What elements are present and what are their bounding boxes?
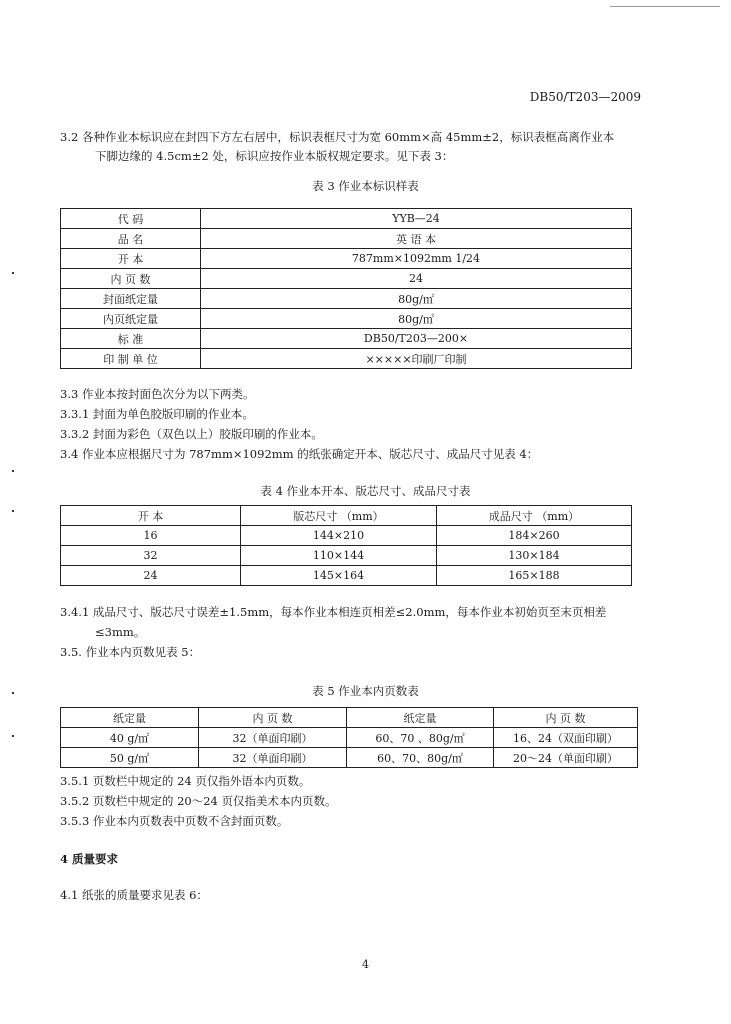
- column-header: 内 页 数: [199, 708, 347, 728]
- table4-format-sizes: [60, 505, 632, 586]
- table-cell: 32（单面印刷）: [199, 728, 347, 748]
- row-label: 封面纸定量: [61, 289, 201, 309]
- row-label: 代 码: [61, 209, 201, 229]
- table-cell: 16: [61, 526, 241, 546]
- table5-caption: 表 5 作业本内页数表: [312, 684, 419, 698]
- section-3-5-2: 3.5.2 页数栏中规定的 20～24 页仅指美术本内页数。: [60, 794, 337, 808]
- row-label: 开 本: [61, 249, 201, 269]
- table-row: [61, 728, 638, 748]
- scan-speck: [12, 470, 14, 472]
- table-cell: 40 g/㎡: [61, 728, 199, 748]
- column-header: 版芯尺寸 （mm）: [241, 506, 437, 526]
- section-3-2-line2: 下脚边缘的 4.5cm±2 处，标识应按作业本版权规定要求。见下表 3：: [95, 149, 454, 163]
- table3-caption: 表 3 作业本标识样表: [312, 179, 419, 193]
- table-row: [61, 329, 632, 349]
- scan-speck: [12, 735, 14, 737]
- table-row: [61, 349, 632, 369]
- scan-edge-line: [610, 6, 720, 7]
- section-3-5-1: 3.5.1 页数栏中规定的 24 页仅指外语本内页数。: [60, 774, 311, 788]
- row-value: 英 语 本: [201, 229, 632, 249]
- table-header-row: [61, 506, 632, 526]
- section-3-3: 3.3 作业本按封面色次分为以下两类。: [60, 387, 255, 401]
- table-row: [61, 229, 632, 249]
- table3-marking-sample: [60, 208, 632, 369]
- table-header-row: [61, 708, 638, 728]
- table-cell: 50 g/㎡: [61, 748, 199, 768]
- section-3-5-3: 3.5.3 作业本内页数表中页数不含封面页数。: [60, 814, 289, 828]
- table-cell: 110×144: [241, 546, 437, 566]
- table-cell: 60、70 、80g/㎡: [347, 728, 494, 748]
- section-4-heading: 4 质量要求: [60, 852, 119, 866]
- row-label: 品 名: [61, 229, 201, 249]
- table-row: [61, 748, 638, 768]
- row-value: 24: [201, 269, 632, 289]
- table-cell: 130×184: [437, 546, 632, 566]
- column-header: 内 页 数: [494, 708, 638, 728]
- table4-caption: 表 4 作业本开本、版芯尺寸、成品尺寸表: [260, 484, 471, 498]
- table-cell: 145×164: [241, 566, 437, 586]
- table5-inner-pages: [60, 707, 638, 768]
- page-number: 4: [362, 958, 369, 971]
- section-3-2-line1: 3.2 各种作业本标识应在封四下方左右居中，标识表框尺寸为宽 60mm×高 45mm±2，标识表框高离作业本: [60, 130, 615, 144]
- section-3-4: 3.4 作业本应根据尺寸为 787mm×1092mm 的纸张确定开本、版芯尺寸、成品尺寸见表 4：: [60, 447, 539, 461]
- scan-speck: [12, 692, 14, 694]
- table-row: [61, 209, 632, 229]
- row-value: 80g/㎡: [201, 289, 632, 309]
- document-code: DB50/T203—2009: [529, 90, 641, 104]
- section-3-3-2: 3.3.2 封面为彩色（双色以上）胶版印刷的作业本。: [60, 427, 323, 441]
- column-header: 成品尺寸 （mm）: [437, 506, 632, 526]
- row-value: 787mm×1092mm 1/24: [201, 249, 632, 269]
- table-cell: 20～24（单面印刷）: [494, 748, 638, 768]
- row-label: 印 制 单 位: [61, 349, 201, 369]
- row-value: 80g/㎡: [201, 309, 632, 329]
- row-value: YYB—24: [201, 209, 632, 229]
- table-cell: 165×188: [437, 566, 632, 586]
- column-header: 纸定量: [61, 708, 199, 728]
- table-row: [61, 309, 632, 329]
- section-3-5: 3.5. 作业本内页数见表 5：: [60, 645, 201, 659]
- table-row: [61, 566, 632, 586]
- table-cell: 144×210: [241, 526, 437, 546]
- section-3-4-1-line1: 3.4.1 成品尺寸、版芯尺寸误差±1.5mm，每本作业本相连页相差≤2.0mm，每本作业本初始页至末页相差: [60, 605, 607, 619]
- scan-speck: [12, 510, 14, 512]
- row-label: 内页纸定量: [61, 309, 201, 329]
- table-row: [61, 546, 632, 566]
- table-cell: 60、70、80g/㎡: [347, 748, 494, 768]
- row-label: 标 准: [61, 329, 201, 349]
- table-cell: 32（单面印刷）: [199, 748, 347, 768]
- row-label: 内 页 数: [61, 269, 201, 289]
- section-3-3-1: 3.3.1 封面为单色胶版印刷的作业本。: [60, 407, 254, 421]
- section-4-1: 4.1 纸张的质量要求见表 6：: [60, 888, 208, 902]
- column-header: 纸定量: [347, 708, 494, 728]
- row-value: DB50/T203—200×: [201, 329, 632, 349]
- section-3-4-1-line2: ≤3mm。: [95, 625, 146, 639]
- table-row: [61, 269, 632, 289]
- table-row: [61, 526, 632, 546]
- row-value: ×××××印刷厂印制: [201, 349, 632, 369]
- table-row: [61, 289, 632, 309]
- scan-speck: [12, 272, 14, 274]
- table-cell: 32: [61, 546, 241, 566]
- table-cell: 24: [61, 566, 241, 586]
- table-row: [61, 249, 632, 269]
- table-cell: 16、24（双面印刷）: [494, 728, 638, 748]
- column-header: 开 本: [61, 506, 241, 526]
- table-cell: 184×260: [437, 526, 632, 546]
